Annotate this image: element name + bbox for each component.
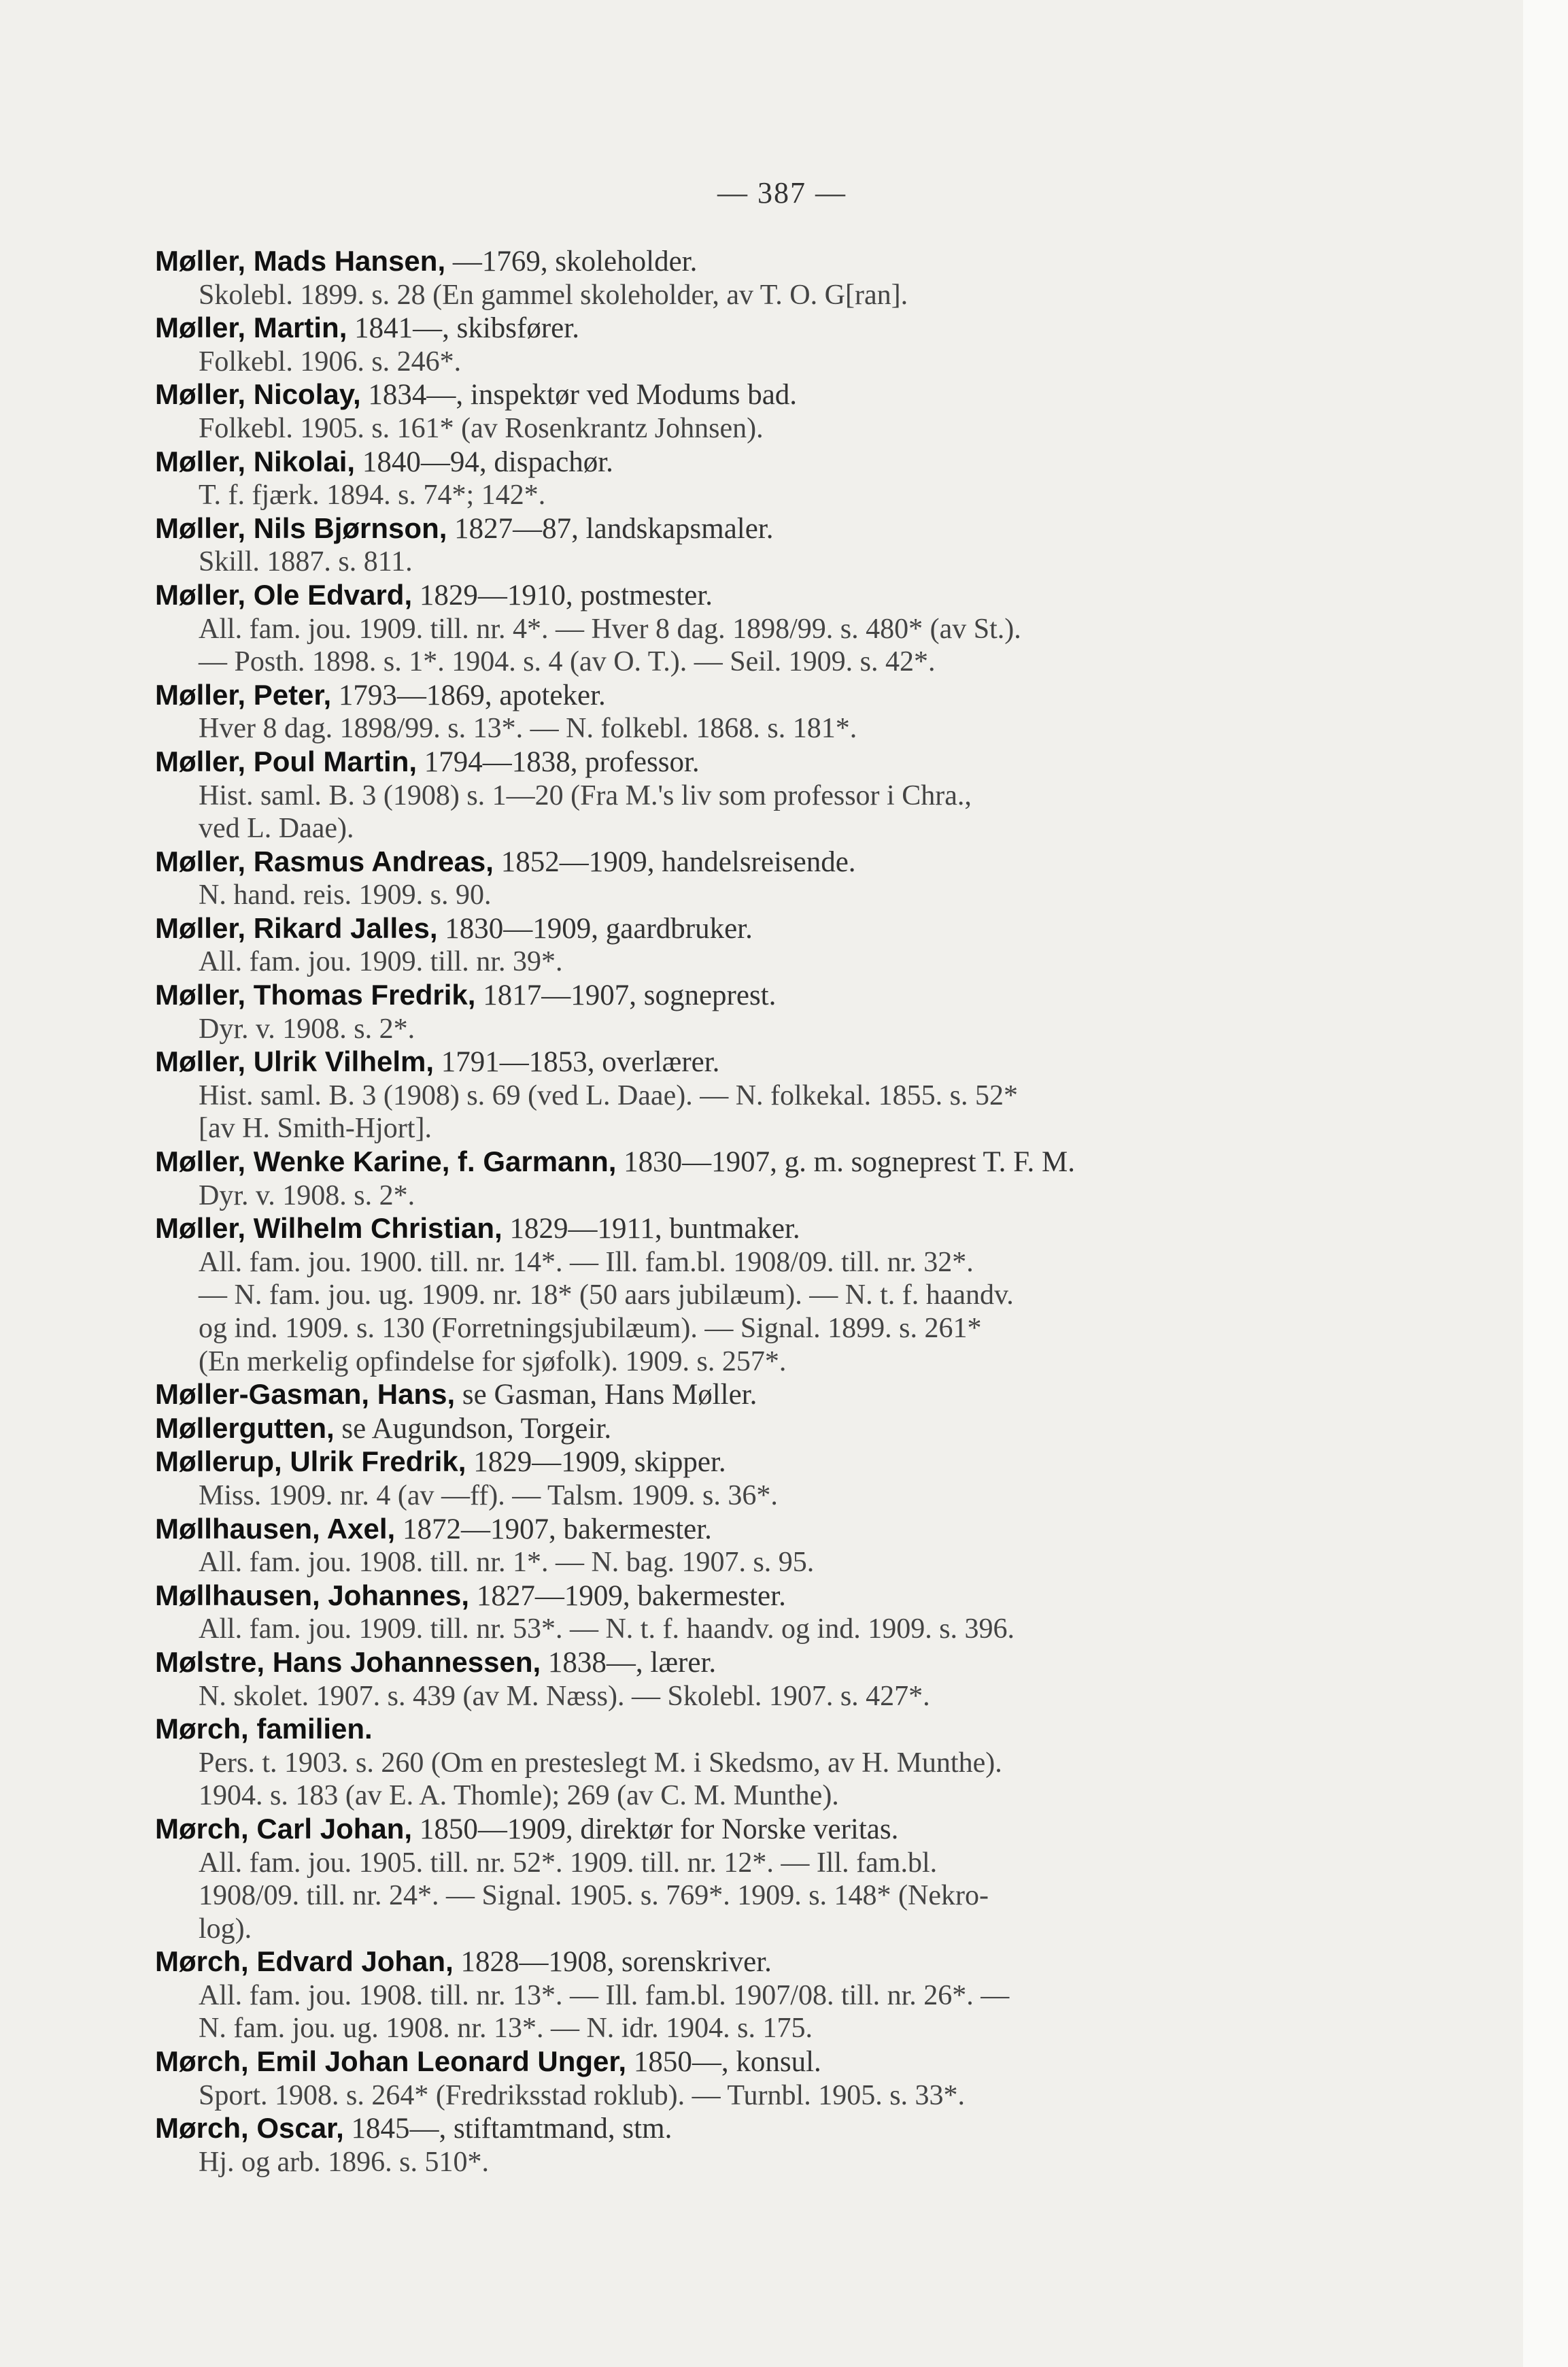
entry-heading [155,1212,1352,1246]
entry-description: 1830—1909, gaardbruker. [437,912,753,945]
entry-name: Møller, Wilhelm Christian, [155,1212,502,1245]
index-entry [155,1945,1352,2045]
index-entry [155,1045,1352,1145]
entry-description: se Gasman, Hans Møller. [455,1379,757,1411]
entry-reference-line: Hj. og arb. 1896. s. 510*. [199,2146,489,2178]
page-number: — 387 — [717,176,847,209]
entry-name: Møller, Ole Edvard, [155,578,413,611]
entry-description: 1850—, konsul. [626,2046,821,2079]
entry-heading [155,1378,1352,1412]
entry-name: Møller, Nicolay, [155,378,361,411]
entry-name: Møllerup, Ulrik Fredrik, [155,1445,466,1478]
entry-reference-line: All. fam. jou. 1909. till. nr. 39*. [199,946,563,978]
entry-description: 1834—, inspektør ved Modums bad. [360,379,798,412]
entry-name: Møller, Rasmus Andreas, [155,845,494,877]
entry-reference-line: [av H. Smith-Hjort]. [199,1113,432,1145]
index-entry [155,1713,1352,1813]
entry-name: Møller, Peter, [155,678,332,711]
entry-reference-line: Skill. 1887. s. 811. [199,546,413,578]
entry-heading [155,1945,1352,1979]
entry-reference-line: All. fam. jou. 1908. till. nr. 13*. — Ill. fam.bl. 1907/08. till. nr. 26*. — [199,1979,1010,2011]
entry-description: 1827—87, landskapsmaler. [447,512,774,545]
entry-name: Møller, Rikard Jalles, [155,911,438,944]
index-entry [155,245,1352,312]
entry-name: Møller, Martin, [155,312,347,344]
entry-description: 1850—1909, direktør for Norske veritas. [412,1813,899,1845]
entry-description: 1829—1909, skipper. [466,1446,726,1479]
entry-reference-line: Miss. 1909. nr. 4 (av —ff). — Talsm. 1909. s. 36*. [199,1479,778,1511]
index-entry [155,679,1352,745]
entry-reference-line: Hist. saml. B. 3 (1908) s. 69 (ved L. Daae). — N. folkekal. 1855. s. 52* [199,1079,1018,1111]
entry-description: 1828—1908, sorenskriver. [453,1946,772,1979]
entry-reference-line: Skolebl. 1899. s. 28 (En gammel skoleholder, av T. O. G[ran]. [199,279,908,311]
entry-name: Mørch, Emil Johan Leonard Unger, [155,2045,627,2078]
entry-description: 1827—1909, bakermester. [469,1579,786,1612]
entry-description: 1829—1910, postmester. [412,579,713,611]
index-entries [155,245,1352,2179]
index-entry [155,1212,1352,1378]
entry-heading [155,446,1352,480]
entry-name: Mørch, familien. [155,1713,373,1745]
entry-reference-line: N. skolet. 1907. s. 439 (av M. Næss). — Skolebl. 1907. s. 427*. [199,1680,930,1712]
entry-name: Mørch, Oscar, [155,2112,344,2145]
entry-heading [155,912,1352,946]
entry-reference-line: All. fam. jou. 1909. till. nr. 4*. — Hver 8 dag. 1898/99. s. 480* (av St.). [199,613,1021,645]
entry-description: 1852—1909, handelsreisende. [493,845,856,878]
entry-heading [155,245,1352,279]
index-entry [155,845,1352,912]
index-entry [155,1145,1352,1212]
entry-name: Møllhausen, Johannes, [155,1579,470,1611]
page-edge [1523,0,1568,2367]
entry-reference-line: All. fam. jou. 1908. till. nr. 1*. — N. bag. 1907. s. 95. [199,1547,815,1579]
entry-name: Møller-Gasman, Hans, [155,1378,456,1411]
entry-description: 1830—1907, g. m. sogneprest T. F. M. [616,1146,1076,1179]
entry-heading [155,1646,1352,1680]
entry-heading [155,1145,1352,1179]
entry-reference-line: N. hand. reis. 1909. s. 90. [199,879,492,911]
entry-description: 1845—, stiftamtmand, stm. [343,2113,672,2145]
entry-description: 1791—1853, overlærer. [434,1046,720,1079]
index-entry [155,1579,1352,1646]
entry-description: 1841—, skibsfører. [347,312,579,345]
entry-reference-line: Dyr. v. 1908. s. 2*. [199,1179,415,1211]
entry-heading [155,312,1352,346]
entry-reference-line: Hist. saml. B. 3 (1908) s. 1—20 (Fra M.'s liv som professor i Chra., [199,779,972,811]
entry-heading [155,2045,1352,2079]
entry-heading [155,1579,1352,1613]
entry-heading [155,2112,1352,2146]
index-entry [155,1378,1352,1412]
entry-heading [155,378,1352,412]
index-entry [155,2112,1352,2179]
index-entry [155,512,1352,579]
entry-heading [155,1445,1352,1479]
entry-name: Mørch, Carl Johan, [155,1812,413,1845]
entry-reference-line: (En merkelig opfindelse for sjøfolk). 1909. s. 257*. [199,1345,787,1377]
entry-name: Møllhausen, Axel, [155,1512,396,1545]
entry-reference-line: 1908/09. till. nr. 24*. — Signal. 1905. s. 769*. 1909. s. 148* (Nekro- [199,1880,989,1912]
entry-heading [155,745,1352,779]
index-entry [155,2045,1352,2112]
index-entry [155,1445,1352,1512]
entry-name: Møller, Ulrik Vilhelm, [155,1045,434,1078]
index-entry [155,979,1352,1045]
entry-reference-line: Dyr. v. 1908. s. 2*. [199,1013,415,1045]
index-entry [155,1513,1352,1579]
index-entry [155,579,1352,679]
entry-description: 1793—1869, apoteker. [331,679,606,711]
index-entry [155,1646,1352,1713]
index-entry [155,912,1352,979]
entry-name: Møller, Wenke Karine, f. Garmann, [155,1145,617,1178]
entry-reference-line: Folkebl. 1906. s. 246*. [199,346,462,377]
entry-name: Mølstre, Hans Johannessen, [155,1645,541,1678]
entry-heading [155,1713,1352,1747]
entry-reference-line: N. fam. jou. ug. 1908. nr. 13*. — N. idr. 1904. s. 175. [199,2013,813,2045]
entry-reference-line: All. fam. jou. 1909. till. nr. 53*. — N. t. f. haandv. og ind. 1909. s. 396. [199,1613,1015,1645]
entry-description: 1794—1838, professor. [417,745,700,778]
entry-name: Møller, Poul Martin, [155,745,417,777]
index-entry [155,1412,1352,1446]
index-entry [155,446,1352,512]
entry-reference-line: — N. fam. jou. ug. 1909. nr. 18* (50 aars jubilæum). — N. t. f. haandv. [199,1279,1014,1311]
entry-name: Møller, Nils Bjørnson, [155,511,447,544]
index-entry [155,745,1352,845]
entry-heading [155,1412,1352,1446]
index-entry [155,1813,1352,1945]
entry-name: Møller, Mads Hansen, [155,245,446,277]
entry-description: 1840—94, dispachør. [355,446,613,478]
entry-name: Møller, Nikolai, [155,445,356,477]
entry-description: —1769, skoleholder. [445,246,698,278]
entry-reference-line: 1904. s. 183 (av E. A. Thomle); 269 (av C. M. Munthe). [199,1780,839,1812]
index-entry [155,378,1352,445]
entry-heading [155,845,1352,879]
entry-reference-line: — Posth. 1898. s. 1*. 1904. s. 4 (av O. T.). — Seil. 1909. s. 42*. [199,646,936,678]
entry-heading [155,1513,1352,1547]
entry-reference-line: Hver 8 dag. 1898/99. s. 13*. — N. folkebl. 1868. s. 181*. [199,713,857,745]
entry-reference-line: All. fam. jou. 1900. till. nr. 14*. — Ill. fam.bl. 1908/09. till. nr. 32*. [199,1246,974,1278]
entry-reference-line: og ind. 1909. s. 130 (Forretningsjubilæum). — Signal. 1899. s. 261* [199,1313,982,1344]
entry-reference-line: log). [199,1913,252,1945]
index-entry [155,312,1352,378]
entry-reference-line: All. fam. jou. 1905. till. nr. 52*. 1909. till. nr. 12*. — Ill. fam.bl. [199,1847,938,1879]
entry-name: Møllergutten, [155,1411,335,1444]
entry-reference-line: Sport. 1908. s. 264* (Fredriksstad roklub). — Turnbl. 1905. s. 33*. [199,2079,966,2111]
entry-reference-line: Pers. t. 1903. s. 260 (Om en presteslegt M. i Skedsmo, av H. Munthe). [199,1747,1002,1779]
entry-heading [155,579,1352,613]
entry-heading [155,679,1352,713]
entry-heading [155,979,1352,1013]
entry-description: 1829—1911, buntmaker. [502,1213,800,1245]
entry-description: 1817—1907, sogneprest. [475,979,777,1012]
entry-name: Mørch, Edvard Johan, [155,1945,454,1978]
entry-description: se Augundson, Torgeir. [334,1412,612,1445]
entry-heading [155,1045,1352,1079]
entry-description: 1872—1907, bakermester. [395,1513,712,1545]
entry-description: 1838—, lærer. [541,1646,717,1679]
entry-name: Møller, Thomas Fredrik, [155,979,476,1011]
entry-heading [155,512,1352,546]
entry-heading [155,1813,1352,1847]
entry-reference-line: Folkebl. 1905. s. 161* (av Rosenkrantz Johnsen). [199,412,764,444]
entry-reference-line: T. f. fjærk. 1894. s. 74*; 142*. [199,480,546,511]
entry-reference-line: ved L. Daae). [199,813,354,845]
